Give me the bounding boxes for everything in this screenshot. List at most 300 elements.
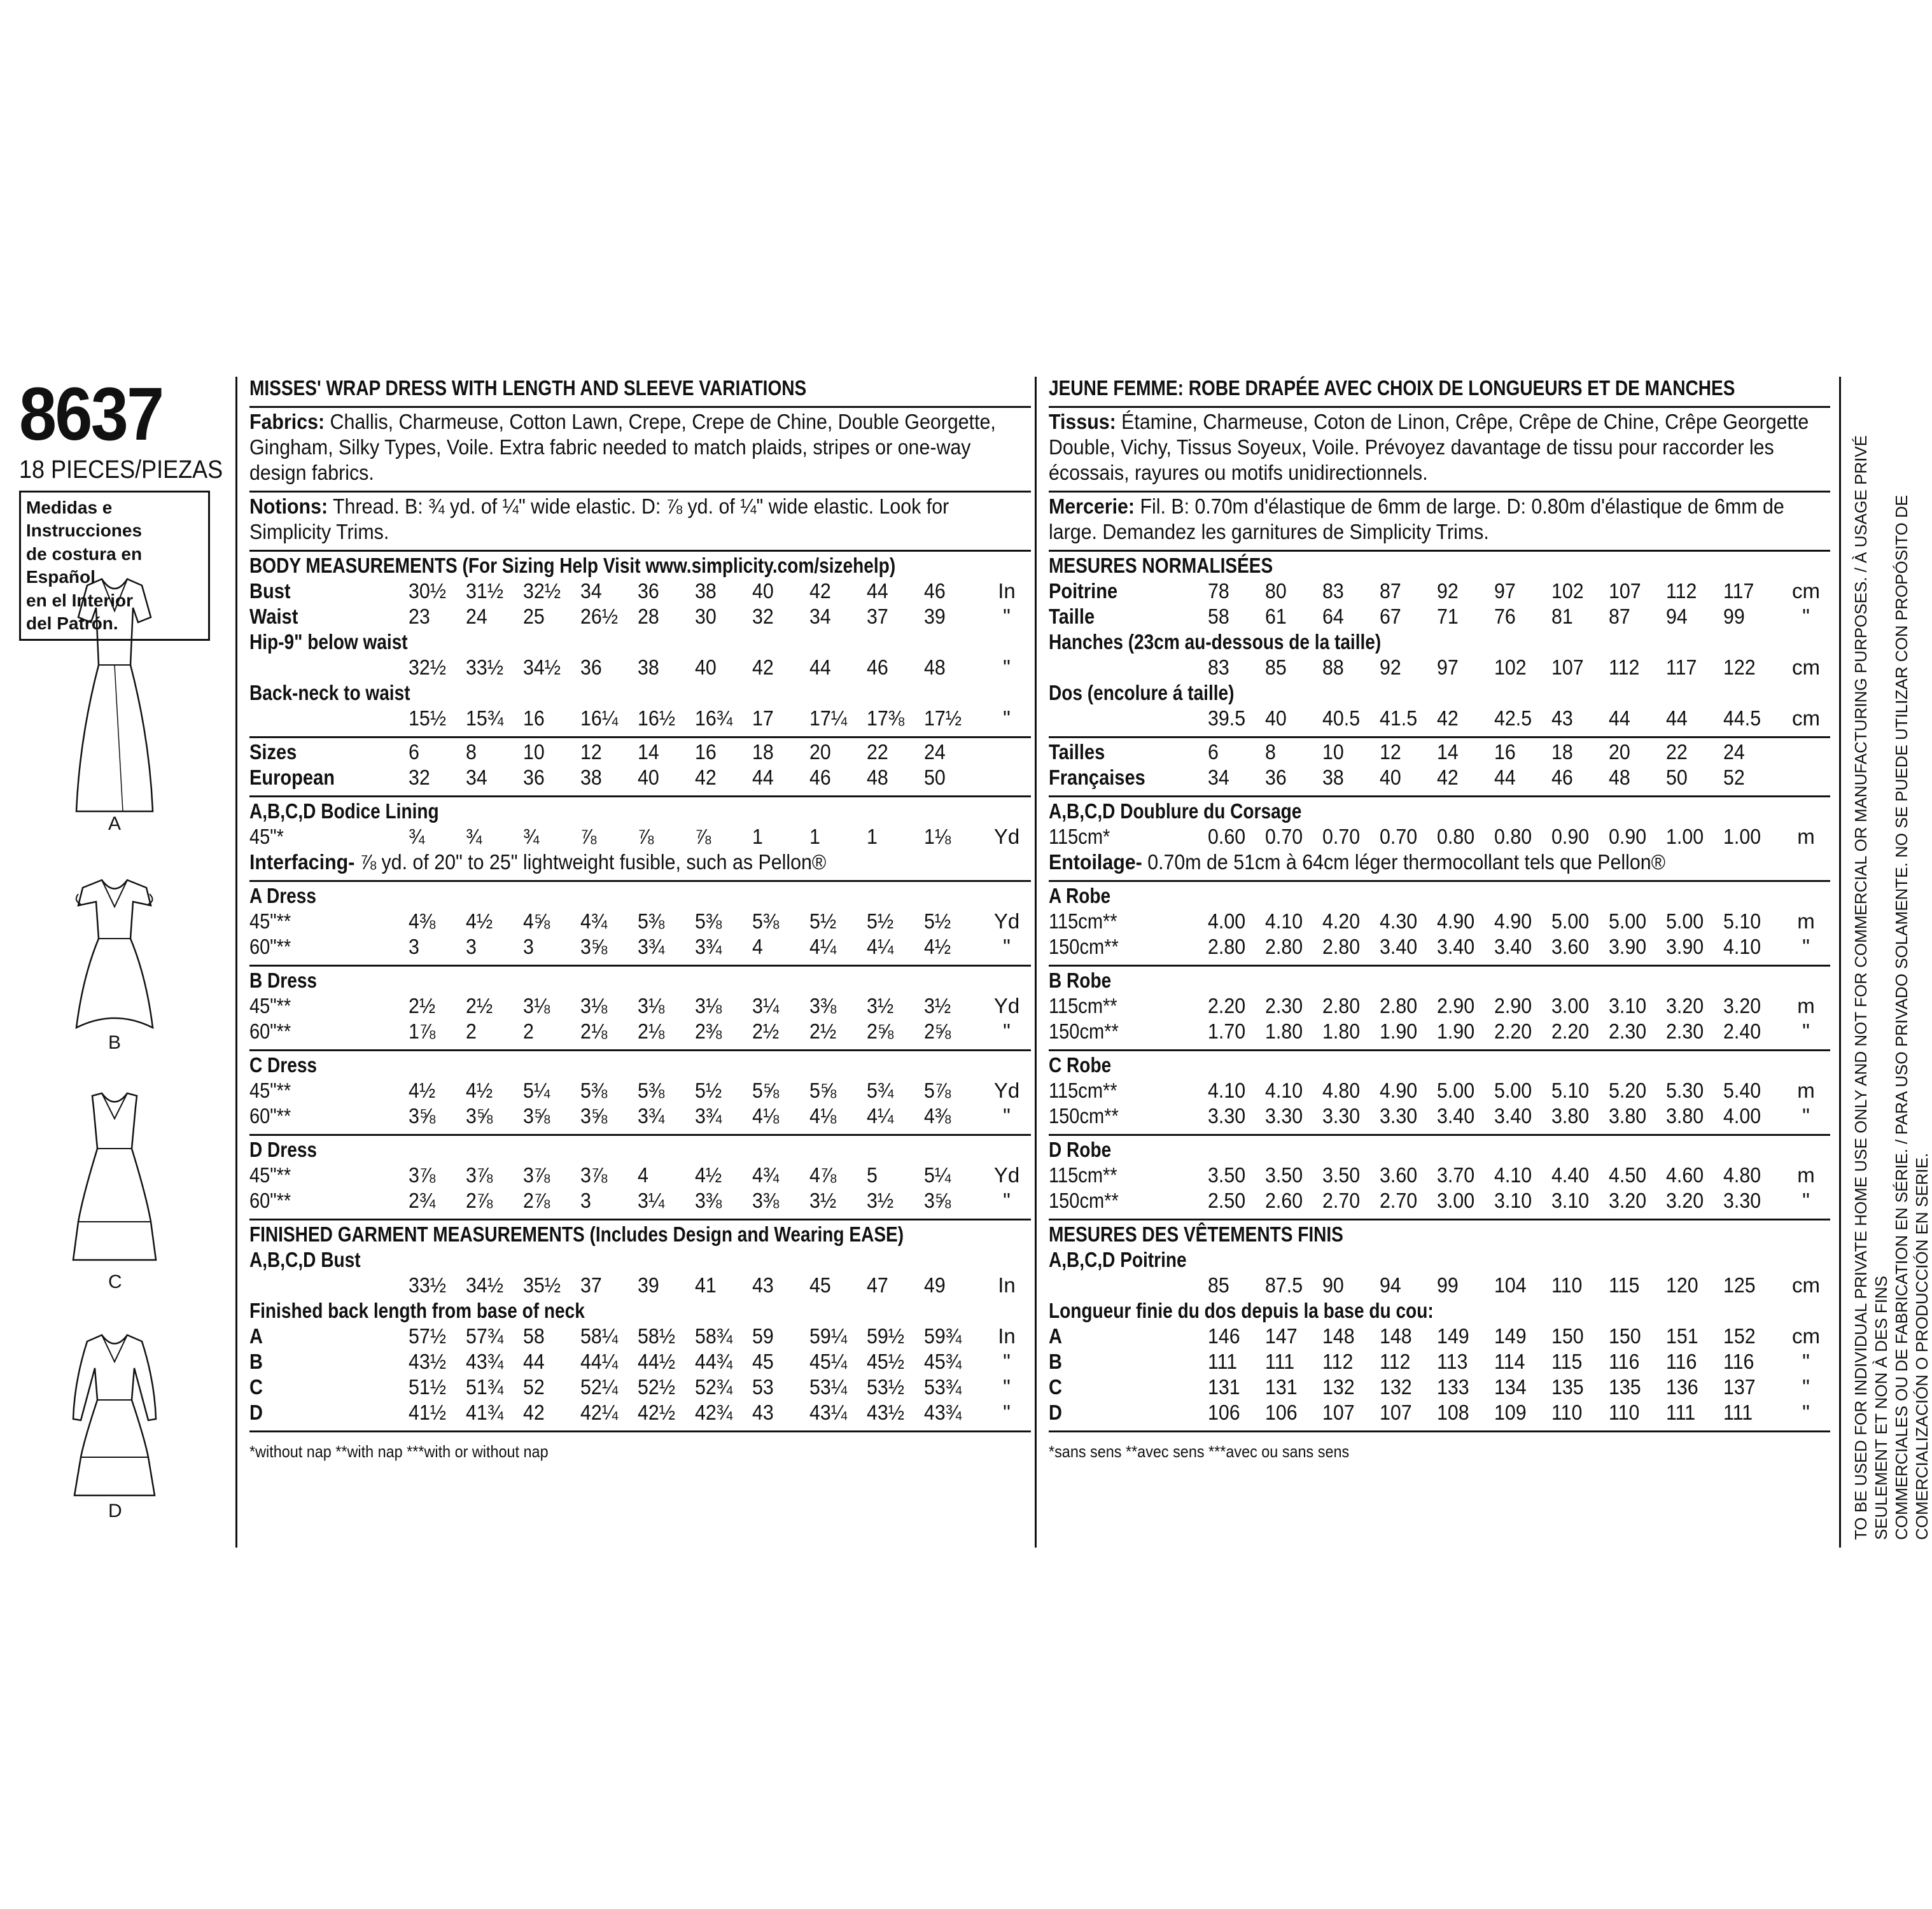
dress-view-d-sketch (67, 1330, 162, 1502)
row-label: 45"** (249, 1163, 291, 1187)
row-values (409, 1019, 981, 1044)
unit-label: " (1802, 1019, 1810, 1043)
view-yardage-section (1049, 882, 1830, 967)
interfacing-text (1049, 850, 1828, 875)
row-label: Françaises (1049, 766, 1145, 789)
table-cell: 3⅜ (809, 994, 837, 1017)
row-values (1208, 934, 1781, 960)
table-cell: 44¼ (580, 1350, 619, 1373)
table-cell: 102 (1494, 655, 1527, 679)
usage-disclaimer-line: TO BE USED FOR INDIVIDUAL PRIVATE HOME USE ONLY AND NOT FOR COMMERCIAL OR MANUFACTURING PURPOSES. / À USAGE PRIVÉ SEULEMENT ET NON À DES FINS (1851, 435, 1891, 1540)
row-values (1208, 604, 1781, 629)
table-cell: 2½ (752, 1019, 780, 1043)
table-cell: 17⅜ (867, 706, 905, 730)
table-cell: 59½ (867, 1324, 905, 1348)
table-cell: 115 (1609, 1273, 1640, 1297)
fabrics-text (249, 409, 1028, 486)
table-cell: 3.70 (1437, 1163, 1475, 1187)
table-cell: 47 (867, 1273, 888, 1297)
row-values (409, 1163, 981, 1188)
table-cell: 87 (1380, 579, 1401, 603)
table-cell: 32 (409, 766, 430, 789)
french-column (1049, 374, 1830, 1469)
table-cell: 2.90 (1437, 994, 1475, 1017)
row-values (409, 1349, 981, 1374)
table-cell: 0.70 (1265, 825, 1303, 848)
table-cell: 3.60 (1551, 935, 1590, 958)
row-values (1208, 1273, 1781, 1298)
table-cell: 26½ (580, 605, 619, 628)
row-label: 150cm** (1049, 1189, 1119, 1212)
view-yardage-section (249, 1136, 1031, 1220)
table-cell: 42¼ (580, 1401, 619, 1424)
table-cell: 45½ (867, 1350, 905, 1373)
table-cell: 1.90 (1380, 1019, 1418, 1043)
table-row (249, 934, 1031, 960)
table-cell: 58¼ (580, 1324, 619, 1348)
table-cell: 44 (523, 1350, 545, 1373)
table-row (249, 824, 1031, 850)
footnote-section (249, 1432, 1031, 1469)
table-cell: 3⅛ (580, 994, 608, 1017)
table-cell: 3.20 (1666, 1189, 1704, 1212)
row-values (1208, 1188, 1781, 1213)
table-cell: 110 (1551, 1273, 1583, 1297)
table-cell: 42 (695, 766, 717, 789)
fabrics-text (1049, 409, 1828, 486)
interfacing-detail: ⅞ yd. of 20" to 25" lightweight fusible, such as Pellon® (354, 850, 827, 874)
table-cell: 33½ (409, 1273, 447, 1297)
table-cell: 41.5 (1380, 706, 1418, 730)
row-label: 45"** (249, 909, 291, 933)
table-cell: 131 (1208, 1375, 1240, 1399)
table-row (1049, 1019, 1830, 1044)
table-cell: 34½ (466, 1273, 504, 1297)
row-values (1208, 1374, 1781, 1400)
table-cell: 48 (867, 766, 888, 789)
pattern-title: MISSES' WRAP DRESS WITH LENGTH AND SLEEVE VARIATIONS (249, 376, 807, 400)
table-row (249, 1019, 1031, 1044)
table-cell: 22 (867, 740, 888, 764)
size-row (1049, 739, 1830, 765)
table-cell: 4.10 (1494, 1163, 1532, 1187)
table-row (249, 1163, 1031, 1188)
table-cell: 24 (466, 605, 487, 628)
table-cell: 39 (638, 1273, 659, 1297)
notions-section (249, 493, 1031, 552)
row-label: 45"* (249, 825, 284, 848)
table-cell: 2.80 (1322, 935, 1361, 958)
table-cell: 2⅞ (523, 1189, 550, 1212)
unit-label: In (998, 579, 1016, 603)
view-yardage-section (249, 882, 1031, 967)
table-cell: 111 (1265, 1350, 1295, 1373)
table-cell: 2⅛ (638, 1019, 665, 1043)
table-row (1049, 655, 1830, 680)
table-cell: 42 (1437, 706, 1459, 730)
row-label: 60"** (249, 1019, 291, 1043)
table-cell: ¾ (523, 825, 540, 848)
nap-footnote: *sans sens **avec sens ***avec ou sans sens (1049, 1442, 1350, 1461)
row-label: Tailles (1049, 740, 1105, 764)
table-cell: 3¾ (638, 935, 665, 958)
table-row (249, 604, 1031, 629)
table-cell: 43¼ (809, 1401, 848, 1424)
table-cell: 5⅜ (638, 909, 665, 933)
row-label: B (1049, 1350, 1062, 1373)
row-label: 115cm* (1049, 825, 1110, 848)
usage-disclaimer-line: COMMERCIALES OU DE FABRICATION EN SÉRIE. / PARA USO PRIVADO SOLAMENTE. NO SE PUEDE UTILIZAR CON PROPÓSITO DE COMERCIALIZACIÓN O PRODUCCIÓN EN SERIE. (1892, 494, 1931, 1540)
table-cell: 3.30 (1380, 1104, 1418, 1128)
table-cell: 108 (1437, 1401, 1469, 1424)
view-title: C Robe (1049, 1053, 1112, 1077)
table-cell: 111 (1208, 1350, 1238, 1373)
table-cell: 137 (1723, 1375, 1756, 1399)
table-row (1049, 1374, 1830, 1400)
table-cell: 57½ (409, 1324, 447, 1348)
table-cell: 34 (580, 579, 602, 603)
table-cell: 5½ (809, 909, 837, 933)
table-cell: 53½ (867, 1375, 905, 1399)
footnote-section (1049, 1432, 1830, 1469)
table-cell: 3⅝ (523, 1104, 550, 1128)
table-cell: 3.20 (1609, 1189, 1647, 1212)
table-cell: 2 (523, 1019, 534, 1043)
unit-label: " (1003, 1189, 1011, 1212)
unit-label: " (1003, 1375, 1011, 1399)
table-cell: 2⅞ (466, 1189, 493, 1212)
table-cell: 5.00 (1666, 909, 1704, 933)
spanish-note-line: del Patrón. (26, 613, 118, 633)
table-cell: 38 (638, 655, 659, 679)
table-cell: 4⅝ (523, 909, 550, 933)
unit-label: m (1797, 994, 1815, 1017)
table-cell: 149 (1437, 1324, 1469, 1348)
nap-footnote: *without nap **with nap ***with or without nap (249, 1442, 549, 1461)
row-label: D (249, 1401, 263, 1424)
table-cell: 16¼ (580, 706, 619, 730)
row-label: 60"** (249, 935, 291, 958)
unit-label: " (1003, 935, 1011, 958)
body-measurements-section (249, 552, 1031, 738)
table-cell: 52 (523, 1375, 545, 1399)
table-cell: 44¾ (695, 1350, 733, 1373)
table-cell: 34½ (523, 655, 561, 679)
interfacing-text (249, 850, 1028, 875)
row-values (1208, 739, 1781, 765)
table-cell: 1.00 (1666, 825, 1704, 848)
table-cell: 2.30 (1609, 1019, 1647, 1043)
table-cell: 41 (695, 1273, 717, 1297)
unit-label: " (1003, 1350, 1011, 1373)
unit-label: cm (1792, 579, 1820, 603)
table-cell: 2¾ (409, 1189, 436, 1212)
row-values (409, 765, 981, 790)
unit-label: m (1797, 825, 1815, 848)
table-cell: 44 (1609, 706, 1630, 730)
table-cell: 37 (580, 1273, 602, 1297)
table-row (249, 1374, 1031, 1400)
table-cell: 99 (1723, 605, 1745, 628)
table-cell: 45 (752, 1350, 774, 1373)
table-cell: 135 (1609, 1375, 1641, 1399)
table-cell: 1⅞ (409, 1019, 436, 1043)
table-cell: 14 (1437, 740, 1459, 764)
table-cell: 34 (1208, 766, 1229, 789)
table-cell: 42 (1437, 766, 1459, 789)
table-cell: 3.40 (1437, 1104, 1475, 1128)
table-row (249, 1349, 1031, 1374)
view-title: A Robe (1049, 884, 1111, 907)
table-cell: 3⅝ (580, 1104, 608, 1128)
row-values (409, 739, 981, 765)
table-cell: 44 (1666, 706, 1688, 730)
row-values (409, 706, 981, 731)
table-cell: 5.30 (1666, 1079, 1704, 1102)
table-cell: 48 (1609, 766, 1630, 789)
table-cell: 39 (924, 605, 946, 628)
table-cell: 2 (466, 1019, 477, 1043)
table-cell: 83 (1322, 579, 1344, 603)
table-row (1049, 1349, 1830, 1374)
row-values (1208, 824, 1781, 850)
row-label: Poitrine (1049, 579, 1118, 603)
table-cell: 116 (1666, 1350, 1697, 1373)
table-cell: 2.20 (1551, 1019, 1590, 1043)
table-cell: 5¾ (867, 1079, 894, 1102)
table-row (1049, 824, 1830, 850)
back-waist-label: Back-neck to waist (249, 681, 410, 704)
view-title: D Dress (249, 1138, 318, 1161)
table-cell: 112 (1609, 655, 1640, 679)
table-cell: 0.80 (1437, 825, 1475, 848)
table-cell: 4.20 (1322, 909, 1361, 933)
table-cell: 2.20 (1208, 994, 1246, 1017)
table-cell: ⅞ (695, 825, 711, 848)
table-cell: 61 (1265, 605, 1287, 628)
sizes-section (1049, 738, 1830, 797)
table-cell: 38 (695, 579, 717, 603)
table-row (1049, 909, 1830, 934)
table-cell: 16 (1494, 740, 1516, 764)
table-cell: 4.10 (1265, 909, 1303, 933)
row-values (1208, 1324, 1781, 1349)
table-cell: 0.70 (1380, 825, 1418, 848)
table-cell: 37 (867, 605, 888, 628)
table-cell: 15¾ (466, 706, 504, 730)
row-values (1208, 655, 1781, 680)
table-cell: 4⅜ (924, 1104, 951, 1128)
table-cell: 125 (1723, 1273, 1756, 1297)
row-values (409, 1400, 981, 1425)
row-label: 60"** (249, 1104, 291, 1128)
table-cell: 36 (523, 766, 545, 789)
table-cell: 8 (466, 740, 477, 764)
table-row (1049, 1188, 1830, 1213)
finished-measurements-title: FINISHED GARMENT MEASUREMENTS (Includes Design and Wearing EASE) (249, 1222, 904, 1246)
table-cell: 5.10 (1551, 1079, 1590, 1102)
view-title: B Dress (249, 968, 318, 992)
table-cell: 87.5 (1265, 1273, 1303, 1297)
table-cell: 88 (1322, 655, 1344, 679)
table-cell: 36 (638, 579, 659, 603)
table-cell: 52¾ (695, 1375, 733, 1399)
table-cell: 4¼ (867, 1104, 894, 1128)
table-cell: 85 (1208, 1273, 1229, 1297)
row-label: European (249, 766, 335, 789)
table-cell: 136 (1666, 1375, 1698, 1399)
table-cell: 4.60 (1666, 1163, 1704, 1187)
hip-label: Hip-9" below waist (249, 630, 408, 654)
table-cell: 3½ (924, 994, 951, 1017)
table-cell: 5⅝ (809, 1079, 837, 1102)
spanish-note-line: en el Interior (26, 590, 134, 610)
table-cell: 64 (1322, 605, 1344, 628)
spanish-note-line: Medidas e Instrucciones (26, 498, 143, 541)
table-cell: 0.90 (1609, 825, 1647, 848)
title-section (1049, 374, 1830, 408)
unit-label: cm (1792, 655, 1820, 679)
table-row (249, 1078, 1031, 1103)
table-cell: 3.40 (1494, 935, 1532, 958)
table-cell: 44 (752, 766, 774, 789)
row-values (1208, 1163, 1781, 1188)
table-cell: 4¼ (809, 935, 837, 958)
table-cell: 2⅝ (924, 1019, 951, 1043)
table-cell: 3½ (867, 1189, 894, 1212)
table-cell: 115 (1551, 1350, 1583, 1373)
table-cell: 3⅝ (924, 1189, 951, 1212)
notions-text (249, 494, 1028, 545)
row-values (409, 1078, 981, 1103)
table-cell: 53¾ (924, 1375, 962, 1399)
table-cell: 2⅛ (580, 1019, 608, 1043)
row-values (409, 824, 981, 850)
view-yardage-section (1049, 967, 1830, 1051)
table-cell: 38 (580, 766, 602, 789)
table-cell: 16 (695, 740, 717, 764)
table-cell: 5⅝ (752, 1079, 780, 1102)
table-cell: 3.10 (1609, 994, 1647, 1017)
table-row (249, 993, 1031, 1019)
table-cell: 107 (1322, 1401, 1355, 1424)
table-cell: 107 (1380, 1401, 1412, 1424)
unit-label: " (1003, 1019, 1011, 1043)
table-cell: 104 (1494, 1273, 1527, 1297)
table-cell: 3.30 (1322, 1104, 1361, 1128)
row-label: C (1049, 1375, 1062, 1399)
table-cell: 102 (1551, 579, 1584, 603)
body-measurements-title: BODY MEASUREMENTS (For Sizing Help Visit www.simplicity.com/sizehelp) (249, 554, 896, 577)
table-cell: 40 (752, 579, 774, 603)
table-cell: 8 (1265, 740, 1276, 764)
table-cell: 44.5 (1723, 706, 1761, 730)
table-cell: 5⅞ (924, 1079, 951, 1102)
table-cell: 59¾ (924, 1324, 962, 1348)
sizes-section (249, 738, 1031, 797)
table-cell: 3¼ (638, 1189, 665, 1212)
table-cell: 3.40 (1494, 1104, 1532, 1128)
table-cell: 36 (580, 655, 602, 679)
fabrics-section (249, 408, 1031, 493)
table-cell: 50 (1666, 766, 1688, 789)
table-cell: 45¾ (924, 1350, 962, 1373)
table-cell: 90 (1322, 1273, 1344, 1297)
unit-label: In (998, 1324, 1016, 1348)
table-cell: 2.20 (1494, 1019, 1532, 1043)
table-cell: 2.70 (1322, 1189, 1361, 1212)
table-cell: 1.00 (1723, 825, 1761, 848)
view-title: C Dress (249, 1053, 318, 1077)
table-cell: 4 (752, 935, 763, 958)
table-cell: 41¾ (466, 1401, 504, 1424)
table-cell: 23 (409, 605, 430, 628)
table-cell: 20 (1609, 740, 1630, 764)
table-cell: 3⅛ (638, 994, 665, 1017)
interfacing-detail: 0.70m de 51cm à 64cm léger thermocollant tels que Pellon® (1142, 850, 1666, 874)
table-cell: 16½ (638, 706, 676, 730)
table-cell: 34 (809, 605, 831, 628)
table-cell: 16¾ (695, 706, 733, 730)
table-cell: 40 (1380, 766, 1401, 789)
table-cell: 5.00 (1494, 1079, 1532, 1102)
table-cell: 16 (523, 706, 545, 730)
table-cell: ⅞ (638, 825, 654, 848)
table-cell: 4.10 (1265, 1079, 1303, 1102)
view-title: A Dress (249, 884, 316, 907)
table-cell: 3¾ (695, 1104, 722, 1128)
unit-label: " (1802, 1401, 1810, 1424)
finished-bust-title: A,B,C,D Bust (249, 1248, 361, 1271)
fabrics-label: Tissus: (1049, 410, 1116, 433)
row-label: 115cm** (1049, 1079, 1117, 1102)
view-yardage-section (249, 967, 1031, 1051)
table-cell: 5½ (695, 1079, 722, 1102)
table-cell: 4.00 (1208, 909, 1246, 933)
table-cell: 4.30 (1380, 909, 1418, 933)
table-cell: 116 (1723, 1350, 1754, 1373)
table-cell: 3.10 (1551, 1189, 1590, 1212)
table-cell: 106 (1208, 1401, 1240, 1424)
row-label: 60"** (249, 1189, 291, 1212)
unit-label: " (1003, 655, 1011, 679)
table-cell: 146 (1208, 1324, 1240, 1348)
row-values (1208, 909, 1781, 934)
size-row (249, 739, 1031, 765)
table-cell: 106 (1265, 1401, 1298, 1424)
table-cell: 111 (1666, 1401, 1696, 1424)
table-cell: 3.00 (1437, 1189, 1475, 1212)
table-cell: 17½ (924, 706, 962, 730)
row-values (409, 1374, 981, 1400)
row-values (409, 993, 981, 1019)
table-cell: 10 (1322, 740, 1344, 764)
table-cell: 3⅝ (580, 935, 608, 958)
table-cell: 4.90 (1380, 1079, 1418, 1102)
row-label: 150cm** (1049, 1104, 1119, 1128)
table-cell: 67 (1380, 605, 1401, 628)
table-cell: 110 (1551, 1401, 1583, 1424)
row-values (1208, 1078, 1781, 1103)
row-label: 115cm** (1049, 994, 1117, 1017)
table-cell: 51¾ (466, 1375, 504, 1399)
table-cell: 120 (1666, 1273, 1698, 1297)
table-cell: 59 (752, 1324, 774, 1348)
table-cell: 150 (1551, 1324, 1584, 1348)
table-cell: 2.80 (1322, 994, 1361, 1017)
table-cell: 52 (1723, 766, 1745, 789)
table-cell: 152 (1723, 1324, 1756, 1348)
